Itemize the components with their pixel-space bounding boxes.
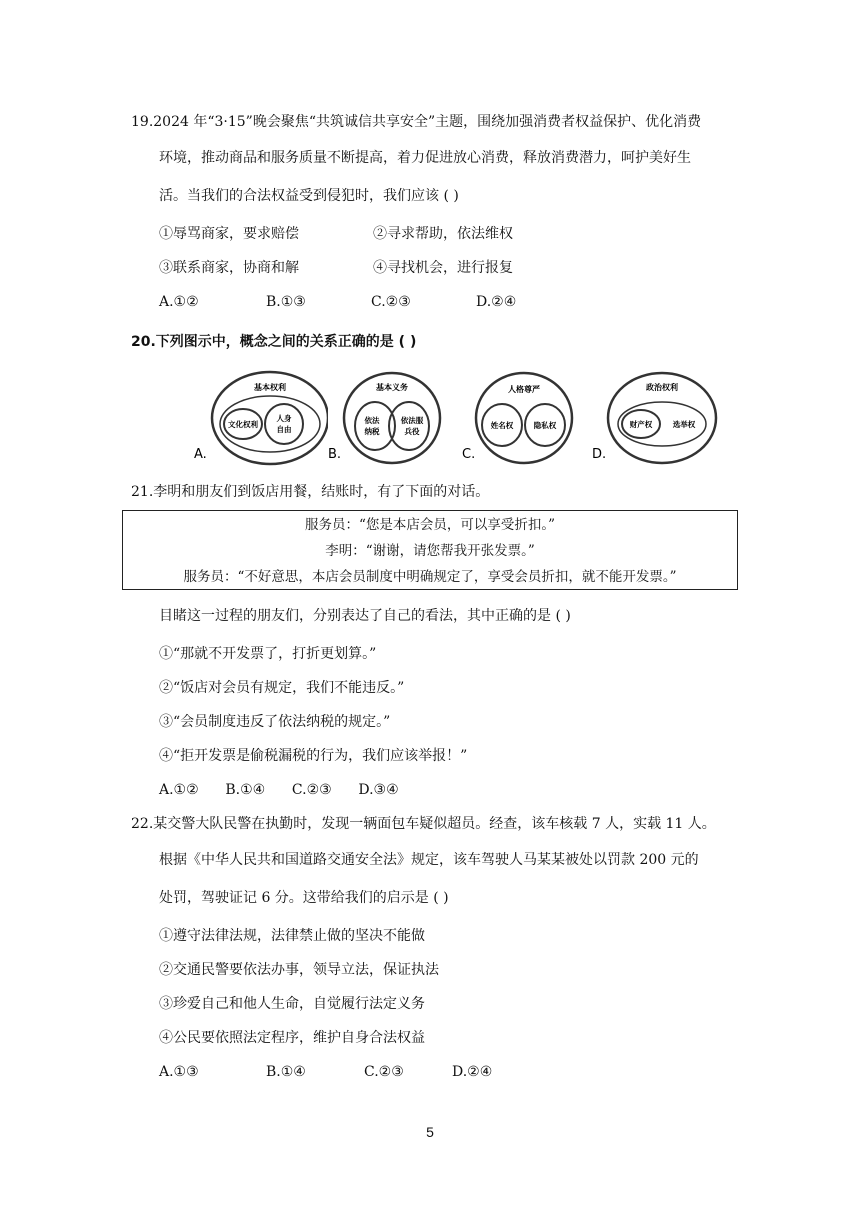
diagram-c-inner2-label: 隐私权 bbox=[533, 421, 557, 430]
diagram-b-inner2-bottom: 兵役 bbox=[404, 427, 420, 436]
diagram-b-inner2-top: 依法服 bbox=[400, 416, 424, 425]
q19-option-3: ③联系商家，协商和解 bbox=[159, 260, 299, 276]
q22-line2: 根据《中华人民共和国道路交通安全法》规定，该车驾驶人马某某被处以罚款 200 元的 bbox=[159, 852, 699, 868]
q21-option-1: ①“那就不开发票了，打折更划算。” bbox=[159, 646, 377, 662]
diagram-d-outer-label: 政治权利 bbox=[646, 383, 678, 392]
q22-line1: 22.某交警大队民警在执勤时，发现一辆面包车疑似超员。经查，该车核载 7 人，实载 11 人。 bbox=[131, 816, 716, 832]
dialog-line-1: 服务员：“您是本店会员，可以享受折扣。” bbox=[304, 517, 556, 533]
q22-answer-d: D.②④ bbox=[452, 1064, 493, 1080]
diagram-b-outer-label: 基本义务 bbox=[376, 383, 408, 392]
diagram-c-inner1-label: 姓名权 bbox=[490, 421, 514, 430]
q19-answer-d: D.②④ bbox=[476, 294, 517, 310]
diagram-b-inner1-top: 依法 bbox=[364, 416, 380, 425]
page-number: 5 bbox=[426, 1124, 434, 1140]
q21-option-4: ④“拒开发票是偷税漏税的行为，我们应该举报！” bbox=[159, 748, 468, 764]
diagram-a-inner1-label: 文化权利 bbox=[228, 420, 258, 429]
diagram-d-inner2-label: 选举权 bbox=[672, 420, 696, 429]
diagram-a-letter: A. bbox=[194, 447, 207, 462]
q19-answer-a: A.①② bbox=[159, 294, 199, 310]
q22-option-4: ④公民要依照法定程序，维护自身合法权益 bbox=[159, 1030, 425, 1046]
q19-option-4: ④寻找机会，进行报复 bbox=[373, 260, 513, 276]
q19-option-1: ①辱骂商家，要求赔偿 bbox=[159, 226, 299, 242]
diagram-a bbox=[188, 370, 328, 470]
diagram-d-inner1-label: 财产权 bbox=[629, 420, 653, 429]
dialog-line-3: 服务员：“不好意思，本店会员制度中明确规定了，享受会员折扣，就不能开发票。” bbox=[183, 569, 677, 585]
dialog-line-2: 李明：“谢谢，请您帮我开张发票。” bbox=[325, 543, 535, 559]
diagram-c-letter: C. bbox=[462, 447, 476, 462]
q19-option-2: ②寻求帮助，依法维权 bbox=[373, 226, 513, 242]
diagram-d bbox=[590, 370, 720, 470]
q21-option-3: ③“会员制度违反了依法纳税的规定。” bbox=[159, 714, 391, 730]
q22-answer-c: C.②③ bbox=[364, 1064, 404, 1080]
q21-prompt: 目睹这一过程的朋友们，分别表达了自己的看法，其中正确的是 ( ) bbox=[159, 608, 571, 624]
diagram-b-inner1-bottom: 纳税 bbox=[364, 427, 380, 436]
q21-answers: A.①② B.①④ C.②③ D.③④ bbox=[159, 782, 399, 798]
diagram-a-svg bbox=[188, 370, 328, 466]
q22-line3: 处罚，驾驶证记 6 分。这带给我们的启示是 ( ) bbox=[159, 890, 449, 906]
diagram-b-svg bbox=[326, 370, 446, 466]
diagram-b bbox=[326, 370, 446, 470]
diagram-d-svg bbox=[590, 370, 720, 466]
q21-option-2: ②“饭店对会员有规定，我们不能违反。” bbox=[159, 680, 405, 696]
q22-option-2: ②交通民警要依法办事，领导立法，保证执法 bbox=[159, 962, 439, 978]
q22-option-3: ③珍爱自己和他人生命，自觉履行法定义务 bbox=[159, 996, 425, 1012]
diagram-c bbox=[458, 370, 578, 470]
diagram-b-letter: B. bbox=[328, 447, 342, 462]
dialog-box bbox=[122, 510, 738, 590]
q22-answer-b: B.①④ bbox=[266, 1064, 306, 1080]
q19-answer-c: C.②③ bbox=[371, 294, 411, 310]
diagram-d-letter: D. bbox=[592, 447, 607, 462]
q19-line3: 活。当我们的合法权益受到侵犯时，我们应该 ( ) bbox=[159, 188, 459, 204]
q22-answer-a: A.①③ bbox=[159, 1064, 199, 1080]
diagram-a-inner2-label-bottom: 自由 bbox=[276, 425, 292, 434]
q19-line1: 19.2024 年“3·15”晚会聚焦“共筑诚信共享安全”主题，围绕加强消费者权益保护、优化消费 bbox=[131, 114, 702, 130]
q20-stem: 20.下列图示中，概念之间的关系正确的是 ( ) bbox=[131, 334, 417, 350]
diagram-a-inner2-label-top: 人身 bbox=[276, 414, 292, 423]
diagram-a-outer-label: 基本权利 bbox=[254, 383, 286, 392]
q21-stem: 21.李明和朋友们到饭店用餐，结账时，有了下面的对话。 bbox=[131, 484, 490, 500]
q22-option-1: ①遵守法律法规，法律禁止做的坚决不能做 bbox=[159, 928, 425, 944]
q19-answer-b: B.①③ bbox=[266, 294, 306, 310]
diagram-c-svg bbox=[458, 370, 578, 466]
diagram-c-outer-label: 人格尊严 bbox=[508, 385, 540, 394]
q19-line2: 环境，推动商品和服务质量不断提高，着力促进放心消费，释放消费潜力，呵护美好生 bbox=[159, 150, 691, 166]
